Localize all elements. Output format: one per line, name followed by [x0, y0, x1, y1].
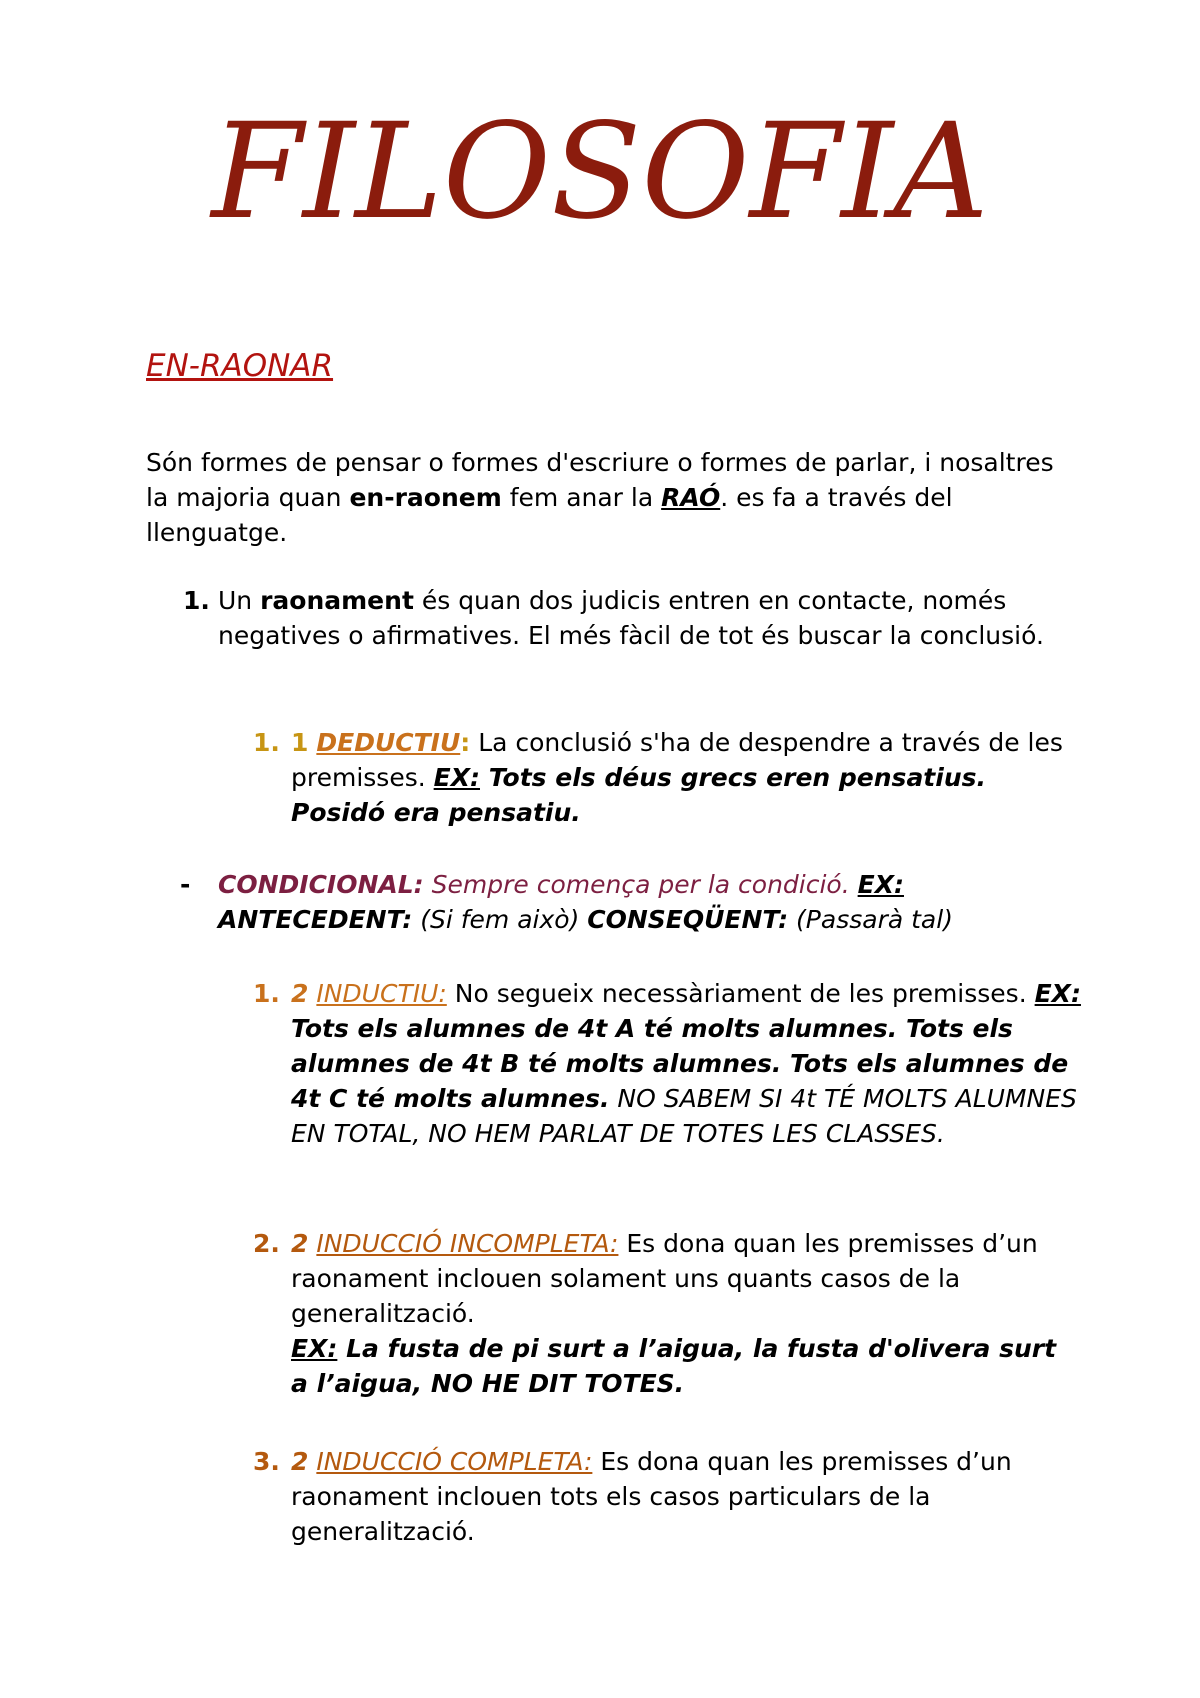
- item-text: La conclusió s'ha de despendre a través de les premisses.: [291, 728, 1063, 792]
- item-text: Es dona quan les premisses d’un raonament inclouen tots els casos particulars de la generalització.: [291, 1447, 1012, 1546]
- note-text: NO SABEM SI 4t TÉ MOLTS ALUMNES EN TOTAL, NO HEM PARLAT DE TOTES LES CLASSES.: [291, 1084, 1077, 1148]
- item-label: INDUCCIÓ INCOMPLETA:: [316, 1229, 619, 1258]
- section-heading: EN-RAONAR: [146, 348, 334, 384]
- list-number: 2.: [253, 1229, 280, 1258]
- intro-text: Són formes de pensar o formes d'escriure o formes de parlar, i nosaltres la majoria quan: [146, 448, 1054, 512]
- antecedent-label: ANTECEDENT:: [218, 905, 413, 934]
- ex-label: EX:: [291, 1334, 338, 1363]
- intro-paragraph: [146, 445, 1076, 550]
- list-number: 3.: [253, 1447, 280, 1476]
- item-label: INDUCTIU:: [316, 979, 447, 1008]
- page-title: FILOSOFIA: [211, 95, 989, 249]
- item-prefix: 2: [291, 1447, 309, 1476]
- item-label: DEDUCTIU: [316, 728, 461, 757]
- list-item-induccio-incompleta: [253, 1226, 1081, 1401]
- intro-bold-term: en-raonem: [349, 483, 502, 512]
- item-text: és quan dos judicis entren en contacte, només negatives o afirmatives. El més fàcil de tot és buscar la conclusió.: [218, 586, 1044, 650]
- ex-label: EX:: [1034, 979, 1081, 1008]
- item-text: Es dona quan les premisses d’un raonament inclouen solament uns quants casos de la generalització.: [291, 1229, 1038, 1328]
- item-prefix: 1: [291, 728, 309, 757]
- item-text: No segueix necessàriament de les premisses.: [446, 979, 1035, 1008]
- consequent-text: (Passarà tal): [788, 905, 953, 934]
- list-number: 1.: [253, 979, 280, 1008]
- item-label: CONDICIONAL:: [218, 870, 424, 899]
- list-item-inductiu: [253, 976, 1081, 1151]
- list-item-induccio-completa: [253, 1444, 1081, 1549]
- antecedent-text: (Si fem això): [412, 905, 588, 934]
- example-text: Tots els déus grecs eren pensatius. Posidó era pensatiu.: [291, 763, 987, 827]
- ex-label: EX:: [857, 870, 904, 899]
- list-item-deductiu: [253, 725, 1081, 830]
- consequent-label: CONSEQÜENT:: [587, 905, 789, 934]
- item-colon: :: [460, 728, 471, 757]
- item-prefix: 2: [291, 979, 309, 1008]
- item-text: Un: [218, 586, 261, 615]
- list-number: 1.: [253, 728, 280, 757]
- list-item-raonament: [183, 583, 1078, 653]
- ex-label: EX:: [433, 763, 480, 792]
- list-number: 1.: [183, 586, 210, 615]
- intro-text: . es fa a través del llenguatge.: [146, 483, 953, 547]
- item-prefix: 2: [291, 1229, 309, 1258]
- bullet-dash: -: [180, 870, 191, 899]
- item-text: Sempre comença per la condició.: [423, 870, 858, 899]
- example-text: La fusta de pi surt a l’aigua, la fusta d'olivera surt a l’aigua, NO HE DIT TOTES.: [291, 1334, 1057, 1398]
- item-label: INDUCCIÓ COMPLETA:: [316, 1447, 593, 1476]
- item-bold-term: raonament: [260, 586, 414, 615]
- intro-rao: RAÓ: [661, 483, 721, 512]
- example-text: Tots els alumnes de 4t A té molts alumnes. Tots els alumnes de 4t B té molts alumnes. Tots els alumnes de 4t C té molts alumnes.: [291, 1014, 1069, 1113]
- intro-text: fem anar la: [501, 483, 662, 512]
- list-item-condicional: [180, 867, 1078, 937]
